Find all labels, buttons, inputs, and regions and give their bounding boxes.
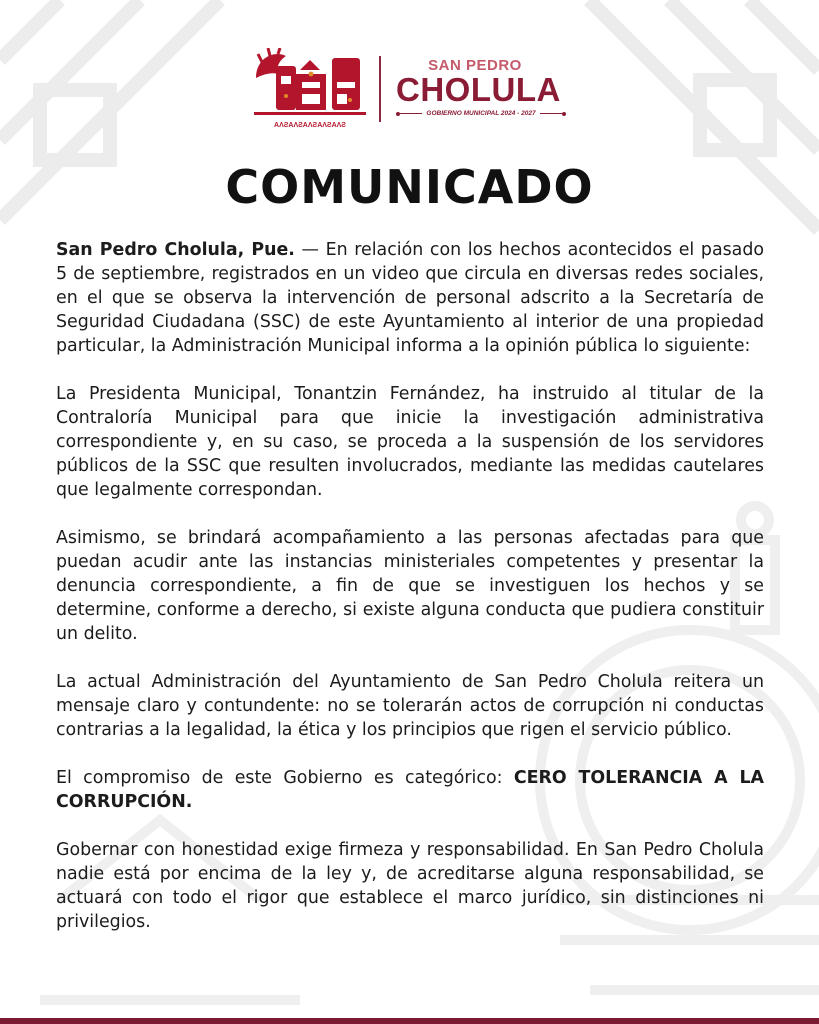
paragraph-message: La actual Administración del Ayuntamiento de San Pedro Cholula reitera un mensaje claro y contundente: no se tolerarán actos de corrupción ni conductas contrarias a la legalidad, la ética y los principios que rigen el servicio público.	[56, 672, 764, 740]
header	[0, 44, 819, 130]
bottom-accent-bar	[0, 1018, 819, 1024]
paragraph-instruction: La Presidenta Municipal, Tonantzin Fernández, ha instruido al titular de la Contraloría Municipal para que inicie la investigación administrativa correspondiente y, en su caso, se proceda a la suspensión de los servidores públicos de la SSC que resulten involucrados, mediante las medidas cautelares que legalmente correspondan.	[56, 384, 764, 500]
paragraph-commitment	[56, 766, 764, 814]
brand-wordmark	[396, 58, 566, 117]
seal-caption: AɅƧAɅƧAɅƧAɅƧAɅƧ	[274, 122, 346, 129]
rule-right	[540, 113, 562, 114]
paragraph-closing: Gobernar con honestidad exige firmeza y responsabilidad. En San Pedro Cholula nadie está por encima de la ley y, de acreditarse alguna responsabilidad, se actuará con todo el rigor que establece el marco jurídico, sin distinciones ni privilegios.	[56, 840, 764, 932]
paragraph-commitment-text: El compromiso de este Gobierno es categórico:	[56, 768, 514, 788]
brand-tagline: GOBIERNO MUNICIPAL 2024 - 2027	[426, 110, 536, 117]
dateline: San Pedro Cholula, Pue.	[56, 240, 295, 260]
paragraph-support: Asimismo, se brindará acompañamiento a las personas afectadas para que puedan acudir ante las instancias ministeriales competentes y presentar la denuncia correspondiente, a fin de que se investiguen los hechos y se determine, conforme a derecho, si existe alguna conducta que pudiera constituir un delito.	[56, 528, 764, 644]
paragraph-intro	[56, 238, 764, 358]
municipal-seal-logo	[252, 48, 368, 130]
page-title: COMUNICADO	[225, 160, 594, 214]
zero-tolerance-statement: CERO TOLERANCIA A LA CORRUPCIÓN.	[56, 768, 764, 812]
logo-divider	[379, 56, 381, 122]
brand-tagline-row	[396, 110, 566, 117]
communique-body	[56, 238, 764, 958]
brand-name: CHOLULA	[396, 71, 561, 108]
paragraph-intro-text: — En relación con los hechos acontecidos el pasado 5 de septiembre, registrados en un video que circula en diversas redes sociales, en el que se observa la intervención de personal adscrito a la Secretaría de Seguridad Ciudadana (SSC) de este Ayuntamiento al interior de una propiedad particular, la Administración Municipal informa a la opinión pública lo siguiente:	[56, 240, 764, 356]
brand-subtitle: SAN PEDRO	[428, 57, 522, 74]
rule-left	[400, 113, 422, 114]
dot-right-icon	[562, 112, 566, 116]
